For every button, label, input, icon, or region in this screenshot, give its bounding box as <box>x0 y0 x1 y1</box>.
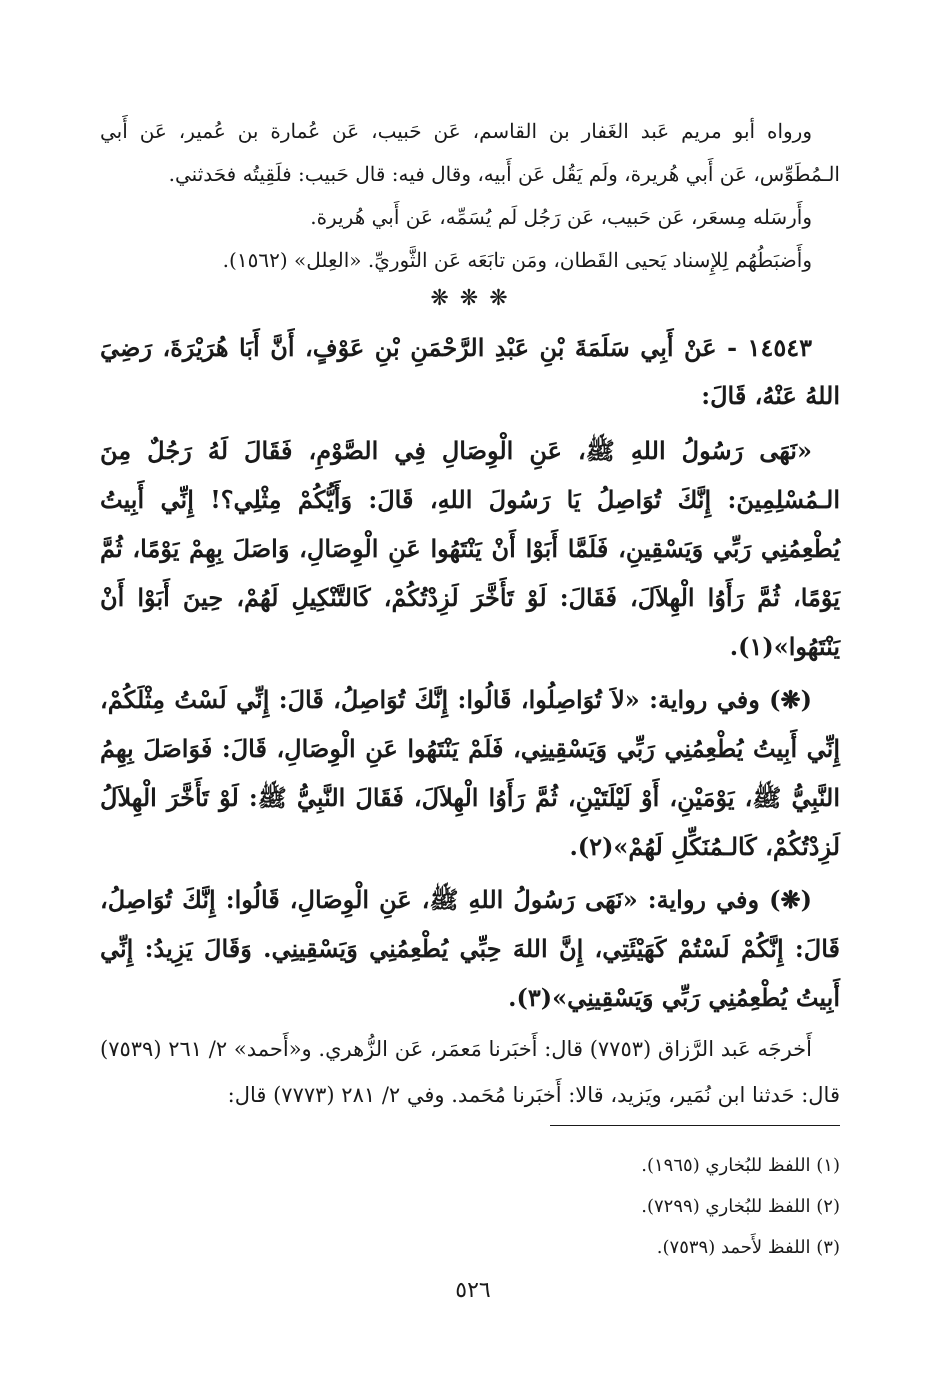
footnotes <box>100 1145 840 1268</box>
footnote-3: (٣) اللفظ لأَحمد (٧٥٣٩). <box>656 1237 840 1258</box>
page-number: ٥٢٦ <box>455 1278 491 1303</box>
hadith-matn: «نَهَى رَسُولُ اللهِ ﷺ، عَنِ الْوِصَالِ فِي الصَّوْمِ، فَقَالَ لَهُ رَجُلٌ مِنَ الـمُسْلِمِينَ: إِنَّكَ تُوَاصِلُ يَا رَسُولَ اللهِ، قَالَ: وَأَيُّكُمْ مِثْلِي؟! إِنِّي أَبِيتُ يُطْعِمُنِي رَبِّي وَيَسْقِينِ، فَلَمَّا أَبَوْا أَنْ يَنْتَهُوا عَنِ الْوِصَالِ، وَاصَلَ بِهِمْ يَوْمًا، ثُمَّ يَوْمًا، ثُمَّ رَأَوُا الْهِلاَلَ، فَقَالَ: لَوْ تَأَخَّرَ لَزِدْتُكُمْ، كَالتَّنْكِيلِ لَهُمْ، حِينَ أَبَوْا أَنْ يَنْتَهُوا»(١). <box>100 436 840 661</box>
hadith-number: ١٤٥٤٣ - <box>727 333 812 362</box>
footnote-1: (١) اللفظ للبُخاري (١٩٦٥). <box>641 1155 840 1176</box>
page-body <box>100 110 840 1118</box>
intro-paragraph-1: ورواه أبو مريم عَبد الغَفار بن القاسم، عَن حَبيب، عَن عُمارة بن عُمير، عَن أَبي الـمُطَوِّس، عَن أَبي هُريرة، ولَم يَقُل عَن أَبيه، وقال فيه: قال حَبيب: فلَقِيتُه فحَدثني. <box>100 119 840 186</box>
hadith-riwaya-1: (❋) وفي رواية: «لاَ تُوَاصِلُوا، قَالُوا: إِنَّكَ تُوَاصِلُ، قَالَ: إِنِّي لَسْتُ مِثْلَكُمْ، إِنِّي أَبِيتُ يُطْعِمُنِي رَبِّي وَيَسْقِينِي، فَلَمْ يَنْتَهُوا عَنِ الْوِصَالِ، قَالَ: فَوَاصَلَ بِهِمُ النَّبِيُّ ﷺ، يَوْمَيْنِ، أَوْ لَيْلَتَيْنِ، ثُمَّ رَأَوُا الْهِلاَلَ، فَقَالَ النَّبِيُّ ﷺ: لَوْ تَأَخَّرَ الْهِلاَلُ لَزِدْتُكُمْ، كَالـمُنَكِّلِ لَهُمْ»(٢). <box>100 685 840 861</box>
footnote-2: (٢) اللفظ للبُخاري (٧٢٩٩). <box>641 1196 840 1217</box>
hadith-heading <box>100 324 840 420</box>
footnote-divider <box>550 1125 840 1126</box>
hadith-riwaya-2: (❋) وفي رواية: «نَهَى رَسُولُ اللهِ ﷺ، عَنِ الْوِصَالِ، قَالُوا: إِنَّكَ تُوَاصِلُ، قَالَ: إِنَّكُمْ لَسْتُمْ كَهَيْئَتِي، إِنَّ اللهَ حِبِّي يُطْعِمُنِي وَيَسْقِينِي. وَقَالَ يَزِيدُ: إِنِّي أَبِيتُ يُطْعِمُنِي رَبِّي وَيَسْقِينِي»(٣). <box>100 885 840 1012</box>
intro-paragraph-2: وأَرسَله مِسعَر، عَن حَبيب، عَن رَجُل لَم يُسَمِّه، عَن أَبي هُريرة. <box>310 205 812 229</box>
takhrij-paragraph: أَخرجَه عَبد الرَّزاق (٧٧٥٣) قال: أَخبَرنا مَعمَر، عَن الزُّهري. و«أَحمد» ٢/ ٢٦١ (٧٥٣٩) قال: حَدثنا ابن نُمَير، ويَزيد، قالا: أَخبَرنا مُحَمد. وفي ٢/ ٢٨١ (٧٧٧٣) قال: <box>100 1037 840 1107</box>
section-separator: ❋ ❋ ❋ <box>430 286 510 311</box>
intro-paragraph-3: وأَضبَطُهُم لِلإِسناد يَحيى القَطان، ومَن تابَعَه عَن الثَّوريِّ. «العِلل» (١٥٦٢). <box>222 248 812 272</box>
hadith-isnad: عَنْ أَبِي سَلَمَةَ بْنِ عَبْدِ الرَّحْمَنِ بْنِ عَوْفٍ، أَنَّ أَبَا هُرَيْرَةَ، رَضِيَ اللهُ عَنْهُ، قَالَ: <box>100 333 840 410</box>
